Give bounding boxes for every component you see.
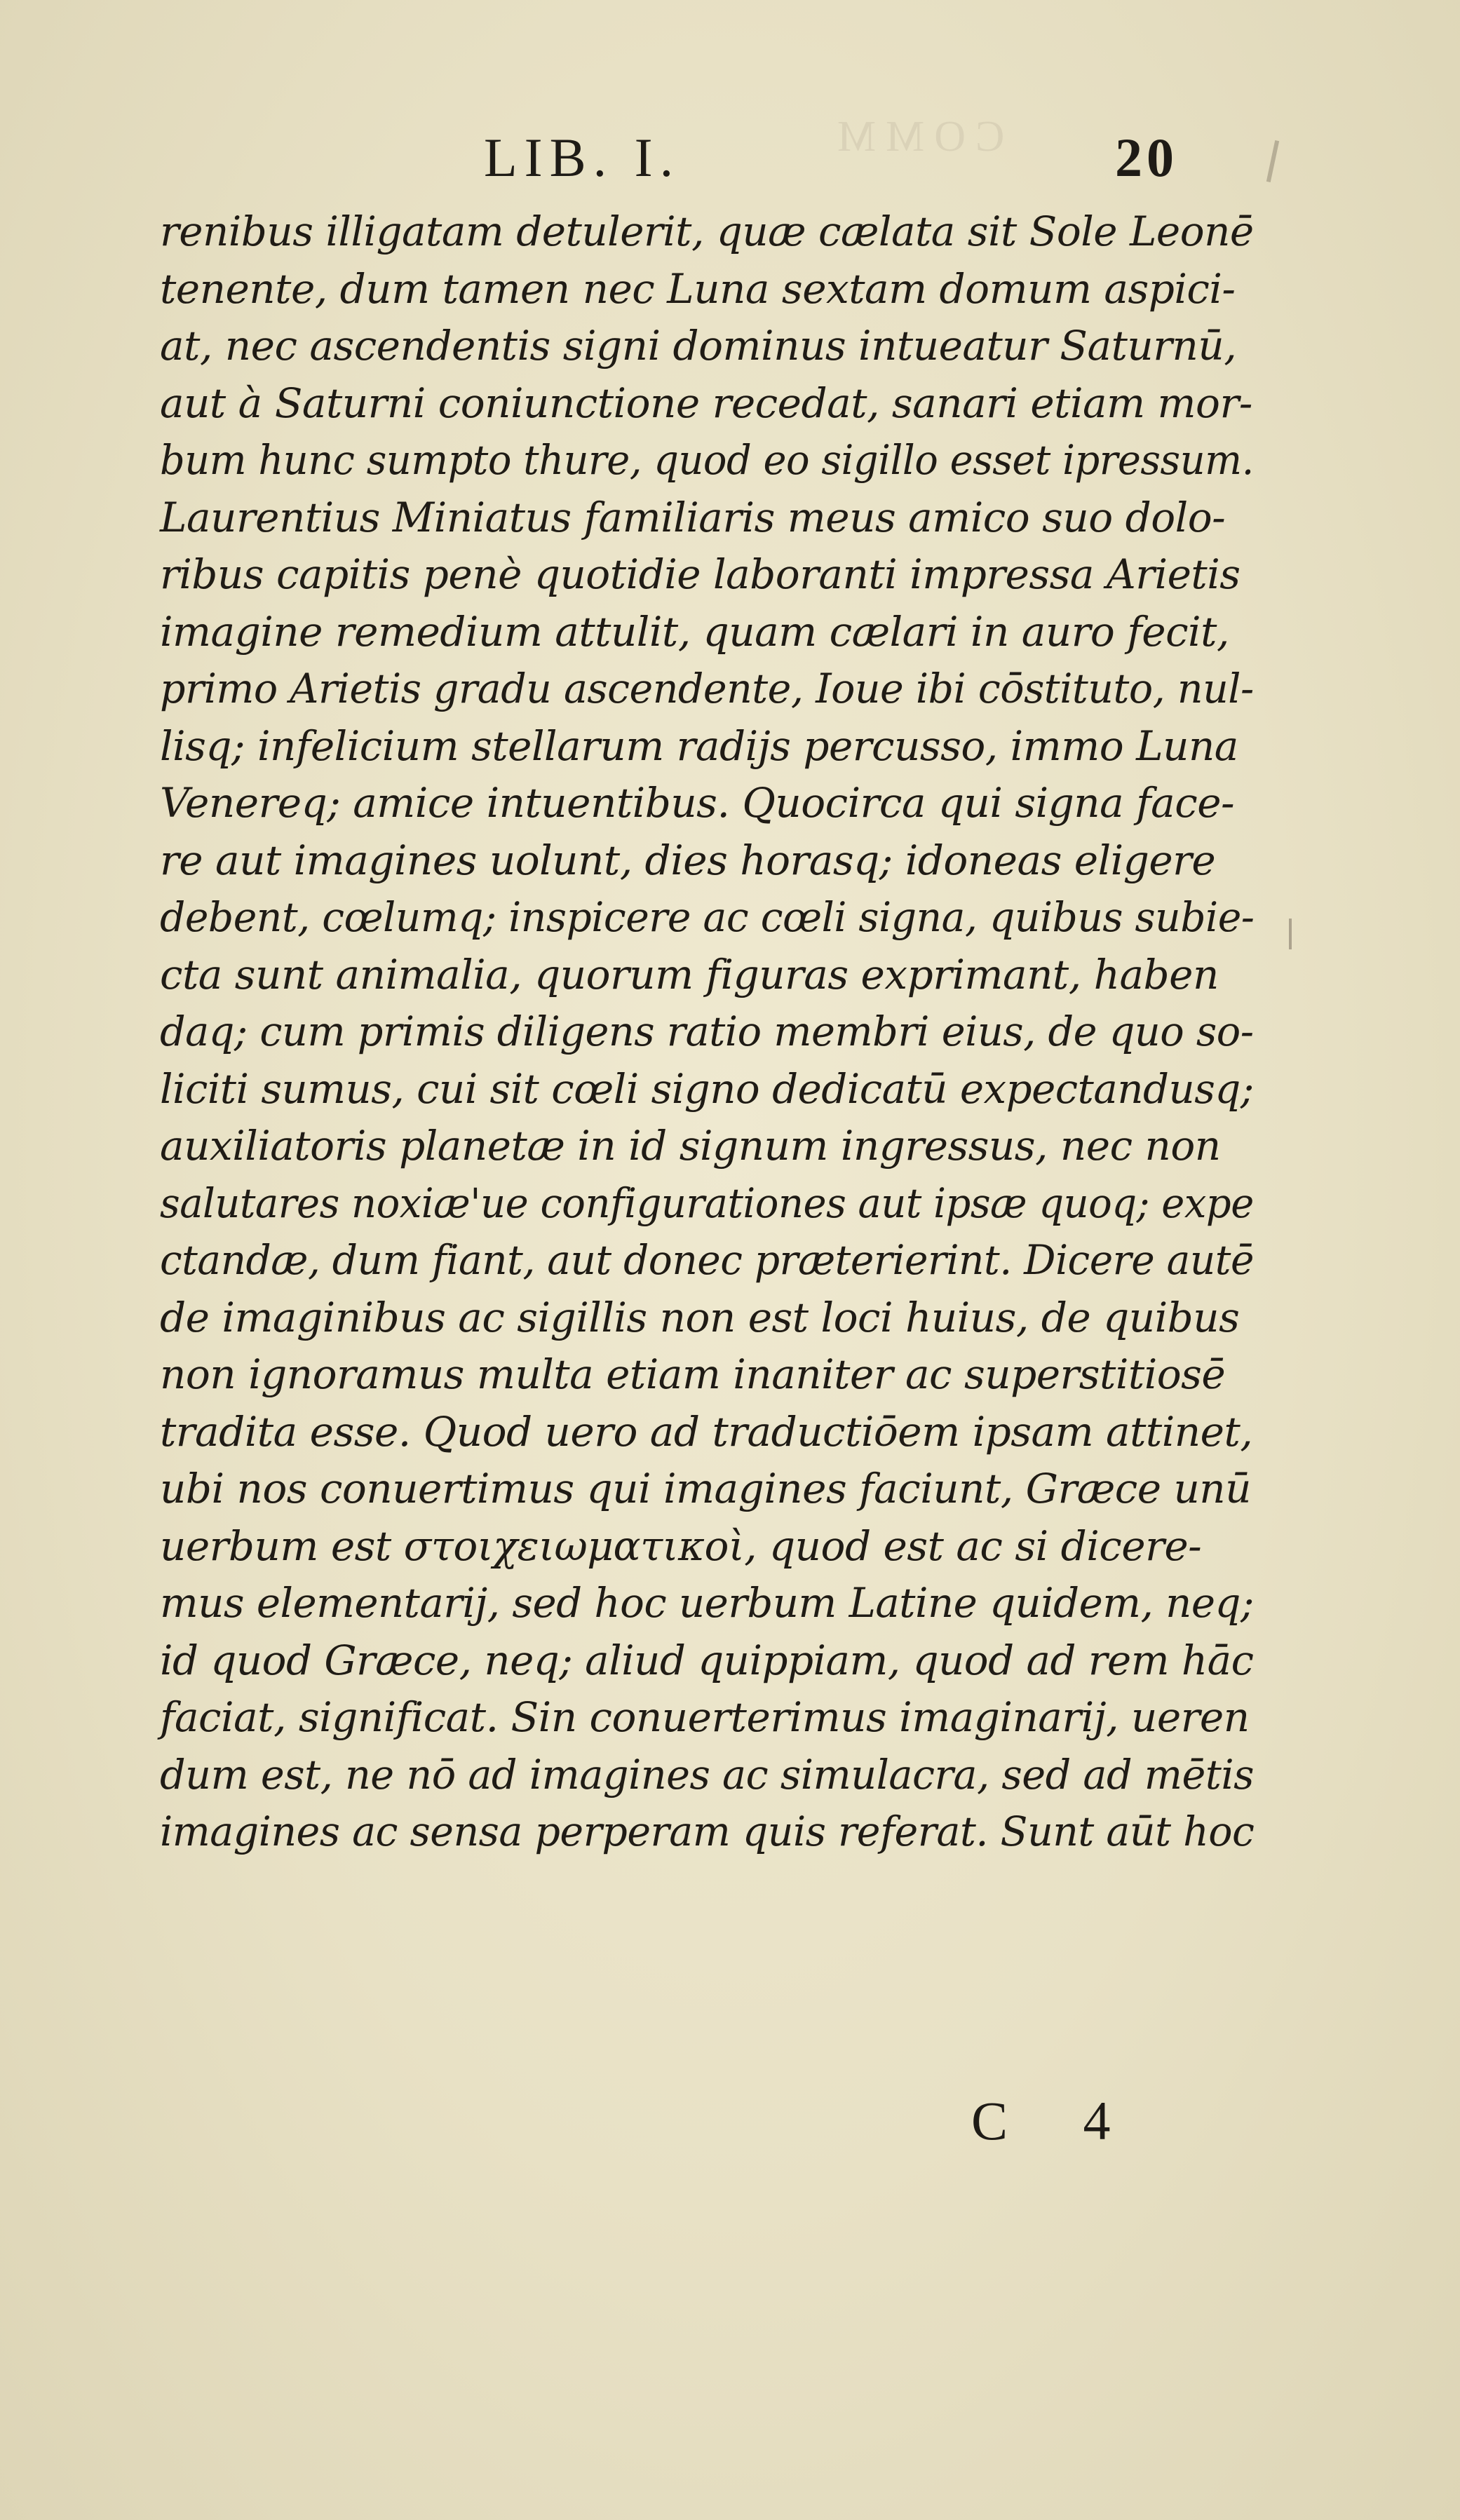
- page-header: [0, 126, 1460, 203]
- running-head: LIB. I.: [484, 127, 681, 188]
- text-line: tradita esse. Quod uero ad traductiōem ipsam attinet,: [160, 1407, 1253, 1456]
- text-line: aut à Saturni coniunctione recedat, sanari etiam mor-: [160, 379, 1252, 427]
- text-line: salutares noxiæ'ue configurationes aut ipsæ quoq; expe: [160, 1179, 1254, 1227]
- text-line: debent, cœlumq; inspicere ac cœli signa, quibus subie-: [160, 893, 1255, 941]
- margin-mark: [1289, 919, 1292, 949]
- text-line: non ignoramus multa etiam inaniter ac superstitiosē: [160, 1350, 1226, 1398]
- text-line: bum hunc sumpto thure, quod eo sigillo esset ipressum.: [160, 436, 1254, 484]
- folio-number: 20: [1115, 127, 1178, 188]
- text-line: Laurentius Miniatus familiaris meus amico suo dolo-: [160, 493, 1226, 541]
- text-line: mus elementarij, sed hoc uerbum Latine quidem, neq;: [160, 1579, 1254, 1627]
- body-text: [160, 203, 1254, 1861]
- verso-show-through: COMM: [827, 113, 1005, 161]
- text-line: auxiliatoris planetæ in id signum ingressus, nec non: [160, 1122, 1221, 1170]
- text-line: de imaginibus ac sigillis non est loci huius, de quibus: [160, 1293, 1240, 1341]
- text-line: primo Arietis gradu ascendente, Ioue ibi cōstituto, nul-: [160, 665, 1254, 712]
- text-line: dum est, ne nō ad imagines ac simulacra, sed ad mētis: [160, 1750, 1255, 1798]
- text-line: tenente, dum tamen nec Luna sextam domum aspici-: [160, 264, 1236, 313]
- text-line: Venereq; amice intuentibus. Quocirca qui signa face-: [160, 779, 1235, 827]
- text-line: imagines ac sensa perperam quis referat. Sunt aūt hoc: [160, 1808, 1255, 1855]
- text-line: ubi nos conuertimus qui imagines faciunt, Græce unū: [160, 1465, 1252, 1512]
- text-line: ribus capitis penè quotidie laboranti impressa Arietis: [160, 550, 1241, 598]
- text-line: renibus illigatam detulerit, quæ cælata sit Sole Leonē: [160, 208, 1254, 255]
- text-line: cta sunt animalia, quorum figuras exprimant, haben: [160, 950, 1219, 998]
- text-line: uerbum est στοιχειωματικοὶ, quod est ac si dicere-: [160, 1522, 1202, 1570]
- text-line: daq; cum primis diligens ratio membri eius, de quo so-: [160, 1008, 1254, 1055]
- text-line: lisq; infelicium stellarum radijs percusso, immo Luna: [160, 722, 1238, 770]
- text-line: faciat, significat. Sin conuerterimus imaginarij, ueren: [160, 1693, 1250, 1741]
- text-line: ctandæ, dum fiant, aut donec præterierint. Dicere autē: [160, 1236, 1254, 1284]
- text-line: liciti sumus, cui sit cœli signo dedicatū expectandusq;: [160, 1064, 1254, 1113]
- signature-mark: C 4: [971, 2090, 1142, 2151]
- text-line: id quod Græce, neq; aliud quippiam, quod ad rem hāc: [160, 1636, 1254, 1684]
- text-line: imagine remedium attulit, quam cælari in auro fecit,: [160, 607, 1229, 656]
- text-line: at, nec ascendentis signi dominus intueatur Saturnū,: [160, 322, 1237, 370]
- text-line: re aut imagines uolunt, dies horasq; idoneas eligere: [160, 836, 1216, 884]
